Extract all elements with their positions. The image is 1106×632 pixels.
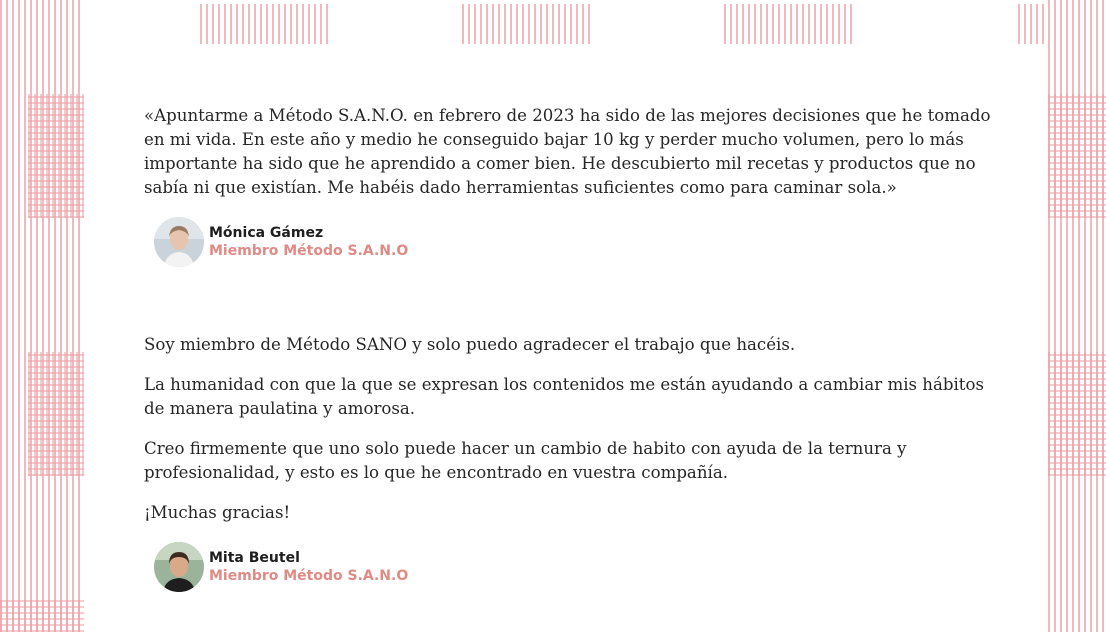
testimonial-author-2 bbox=[154, 542, 408, 592]
testimonial-1-paragraph-1: «Apuntarme a Método S.A.N.O. en febrero de 2023 ha sido de las mejores decisiones que he tomado en mi vida. En este año y medio he conseguido bajar 10 kg y perder mucho volumen, pero lo más importante ha sido que he aprendido a comer bien. He descubierto mil recetas y productos que no sabía ni que existían. Me habéis dado herramientas suficientes como para caminar sola.» bbox=[144, 106, 991, 197]
testimonial-2-paragraph-3: Creo firmemente que uno solo puede hacer un cambio de habito con ayuda de la ternura y profesionalidad, y esto es lo que he encontrado en vuestra compañía. bbox=[144, 439, 907, 482]
avatar bbox=[154, 542, 204, 592]
author-role: Miembro Método S.A.N.O bbox=[209, 243, 409, 259]
background-plaid-left-3 bbox=[0, 600, 84, 632]
background-plaid-right-1 bbox=[1048, 94, 1106, 218]
background-stripes-top-3 bbox=[724, 4, 856, 44]
avatar bbox=[154, 217, 204, 267]
testimonial-2-paragraph-4: ¡Muchas gracias! bbox=[144, 503, 291, 522]
background-stripes-top-2 bbox=[462, 4, 594, 44]
author-role: Miembro Método S.A.N.O bbox=[209, 568, 409, 584]
background-plaid-right-2 bbox=[1048, 352, 1106, 476]
testimonial-author-1 bbox=[154, 217, 408, 267]
testimonial-quote-1 bbox=[144, 104, 994, 216]
background-stripes-top-4 bbox=[1018, 4, 1048, 44]
background-stripes-top-1 bbox=[200, 4, 332, 44]
avatar-mita-photo bbox=[154, 542, 204, 592]
author-name: Mita Beutel bbox=[209, 550, 300, 566]
background-plaid-left-1 bbox=[28, 94, 84, 218]
testimonial-2-paragraph-2: La humanidad con que la que se expresan los contenidos me están ayudando a cambiar mis hábitos de manera paulatina y amorosa. bbox=[144, 375, 984, 418]
testimonial-2-paragraph-1: Soy miembro de Método SANO y solo puedo agradecer el trabajo que hacéis. bbox=[144, 335, 796, 354]
testimonial-quote-2 bbox=[144, 333, 994, 541]
author-name: Mónica Gámez bbox=[209, 225, 324, 241]
avatar-monica-photo bbox=[154, 217, 204, 267]
background-plaid-left-2 bbox=[28, 352, 84, 476]
